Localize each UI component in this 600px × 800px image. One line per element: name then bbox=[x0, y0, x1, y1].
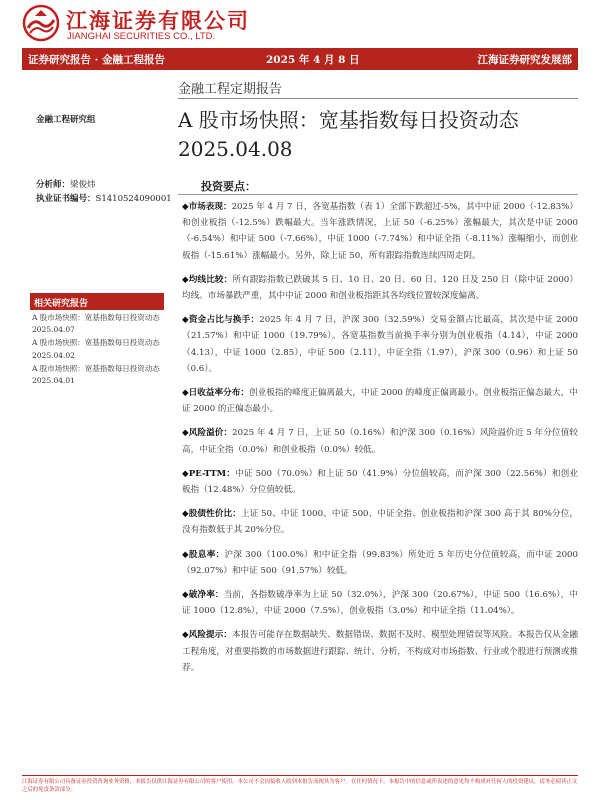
divider bbox=[178, 194, 578, 195]
key-point-label: ◆均线比较： bbox=[182, 274, 233, 285]
key-point-text: 2025 年 4 月 7 日，沪深 300（32.59%）交易金额占比最高，其次是中证 2000（21.57%）和中证 1000（19.79%）。各宽基指数当前换手率分别为创业板指（4.14），中证 2000（4.13），中证 1000（2.85），中证 500（2.11），中证全指（1.97），沪深 300（0.96）和上证 50（0.6）。 bbox=[182, 315, 578, 374]
key-point-text: 上证 50、中证 1000、中证 500、中证全指、创业板指和沪深 300 高于其 80%分位，没有指数低于其 20%分位。 bbox=[182, 509, 578, 536]
key-point bbox=[182, 272, 578, 304]
related-report-link[interactable]: A 股市场快照：宽基指数每日投资动态 2025.04.02 bbox=[32, 338, 160, 360]
key-point bbox=[182, 547, 578, 579]
certificate-label: 执业证书编号： bbox=[36, 194, 96, 204]
key-point-label: ◆股息率： bbox=[182, 549, 225, 560]
analyst-label: 分析师： bbox=[36, 180, 71, 190]
related-reports-list bbox=[32, 312, 164, 388]
analyst-name: 梁俊炜 bbox=[70, 180, 96, 190]
logo-english-name: JIANGHAI SECURITIES CO., LTD. bbox=[67, 31, 216, 42]
report-date: 2025 年 4 月 8 日 bbox=[266, 54, 360, 66]
key-point-label: ◆风险溢价： bbox=[182, 428, 233, 439]
key-point-label: ◆PE-TTM： bbox=[182, 468, 236, 479]
footer-disclaimer: 江海证券有限公司具备证券投资咨询业务资格，本报告仅供江海证券有限公司的客户使用。本公司不会因接收人收到本报告而视其为客户。在任何情况下，本报告中的信息或所表述的意见均不构成对任何人的投资建议。请务必阅读正文之后的免责条款部分。 bbox=[22, 779, 578, 793]
page-title: A 股市场快照：宽基指数每日投资动态 bbox=[178, 108, 519, 132]
key-point bbox=[182, 506, 578, 538]
key-point-text: 中证 500（70.0%）和上证 50（41.9%）分位值较高，而沪深 300（22.56%）和创业板指（12.48%）分位值较低。 bbox=[182, 468, 578, 496]
key-point-text: 沪深 300（100.0%）和中证全指（99.83%）所处近 5 年历史分位值较高，而中证 2000（92.07%）和中证 500（91.57%）较低。 bbox=[182, 549, 578, 576]
jianghai-logo-icon bbox=[22, 4, 60, 42]
key-points-heading: 投资要点： bbox=[201, 180, 256, 193]
key-point-label: ◆市场表现： bbox=[182, 202, 232, 212]
key-point-label: ◆资金占比与换手： bbox=[182, 315, 260, 326]
key-point bbox=[182, 385, 578, 417]
divider bbox=[178, 98, 578, 99]
header-bar bbox=[22, 48, 578, 70]
key-point-label: ◆风险提示： bbox=[182, 630, 232, 641]
key-point-text: 所有跟踪指数已跌破其 5 日、10 日、20 日、60 日、120 日及 250 日（除中证 2000）均线。市场暴跌严重，其中中证 2000 和创业板指距其各均线位置较深度偏离。 bbox=[182, 274, 578, 302]
key-point-text: 2025 年 4 月 7 日，各宽基指数（表 1）全部下跌超过-5%，其中中证 2000（-12.83%）和创业板指（-12.5%）跌幅最大。当年涨跌情况，上证 50（-6.25%）涨幅最大，其次是中证 2000（-6.54%）和中证 500（-7.66%），中证 1000（-7.74%）和中证全指（-8.11%）涨幅缩小，而创业板指（-15.61%）涨幅最小。另外，除上证 50，所有跟踪指数连续四周走阴。 bbox=[182, 202, 578, 261]
key-point bbox=[182, 587, 578, 619]
key-point bbox=[182, 466, 578, 498]
key-point-text: 本报告可能存在数据缺失、数据错误、数据不及时、模型处理错误等风险。本报告仅从金融工程角度，对重要指数的市场数据进行跟踪、统计、分析，不构成对市场指数、行业或个股进行预测或推荐。 bbox=[182, 630, 578, 673]
research-department: 江海证券研究发展部 bbox=[477, 54, 572, 66]
key-point-label: ◆日收益率分布： bbox=[182, 388, 249, 399]
related-report-link[interactable]: A 股市场快照：宽基指数每日投资动态 2025.04.01 bbox=[32, 363, 160, 386]
key-point bbox=[182, 199, 578, 264]
key-point-text: 当前，各指数破净率为上证 50（32.0%），沪深 300（20.67%），中证 500（16.6%），中证 1000（12.8%），中证 2000（7.5%），创业板指（3.0%）和中证全指（11.04%）。 bbox=[182, 590, 579, 617]
key-point-text: 创业板指的峰度正偏离最大，中证 2000 的峰度正偏离最小。创业板指正偏态最大，中证 2000 的正偏态最小。 bbox=[182, 388, 578, 415]
document-type: 金融工程定期报告 bbox=[178, 82, 283, 97]
key-point bbox=[182, 627, 578, 676]
key-points-body bbox=[182, 199, 578, 684]
key-point bbox=[182, 312, 578, 377]
related-reports-heading bbox=[30, 293, 164, 310]
footer-divider bbox=[22, 775, 578, 776]
logo-chinese-name: 江海证券有限公司 bbox=[66, 8, 250, 33]
related-reports-heading-text: 相关研究报告 bbox=[34, 299, 89, 309]
certificate-number: S1410524090001 bbox=[95, 194, 172, 204]
key-point-text: 2025 年 4 月 7 日，上证 50（0.16%）和沪深 300（0.16%）风险溢价近 5 年分位值较高，中证全指（0.0%）和创业板指（0.0%）较低。 bbox=[182, 428, 579, 455]
certificate-info bbox=[36, 192, 172, 204]
title-date: 2025.04.08 bbox=[178, 137, 293, 161]
report-category: 证券研究报告 · 金融工程报告 bbox=[28, 54, 165, 66]
related-report-link[interactable]: A 股市场快照：宽基指数每日投资动态 2025.04.07 bbox=[32, 313, 160, 335]
key-point bbox=[182, 425, 578, 457]
key-point-label: ◆破净率： bbox=[182, 590, 224, 601]
analyst-info bbox=[36, 178, 96, 190]
company-logo bbox=[22, 4, 252, 44]
key-point-label: ◆股债性价比： bbox=[182, 509, 241, 520]
research-team: 金融工程研究组 bbox=[36, 115, 96, 125]
